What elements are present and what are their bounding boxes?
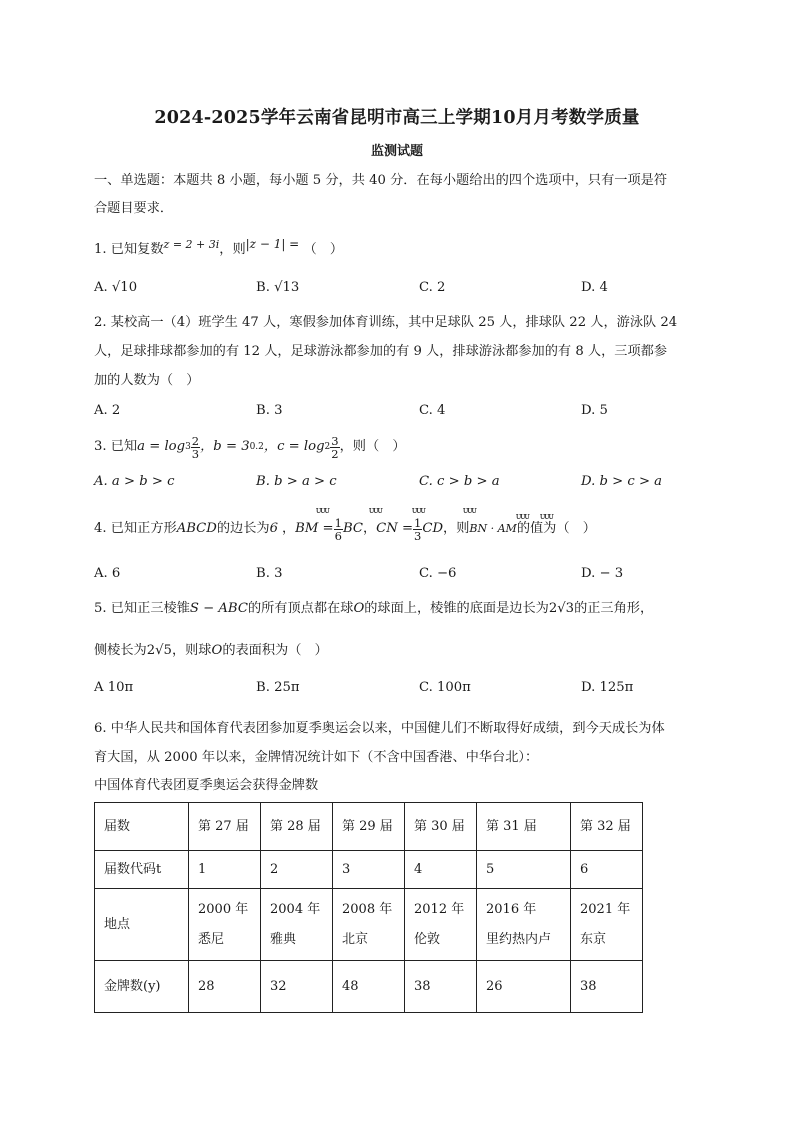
q4-prefix: 4. 已知正方形	[94, 521, 177, 536]
q4-cn-fraction: $\frac{1}{3}$	[414, 515, 422, 543]
table-cell: 6	[571, 851, 643, 889]
q1-prefix: 1. 已知复数	[94, 242, 164, 257]
q5-pyramid: S − ABC	[189, 601, 248, 616]
section-instructions-line2: 合题目要求．	[94, 201, 174, 216]
row-header: 金牌数(y)	[95, 961, 189, 1013]
q4-option-c: C. −6	[419, 566, 457, 581]
q4-shape: ABCD	[176, 521, 217, 536]
q4-mid1: 的边长为	[216, 521, 270, 536]
q3-option-b: B. b > a > c	[256, 474, 337, 489]
q5-option-d: D. 125π	[581, 680, 634, 695]
q1-option-d: D. 4	[581, 280, 608, 295]
q1-expr: z = 2 + 3i	[163, 238, 220, 251]
q4-vec-mark-cn: ᴜᴜᴜ	[412, 506, 425, 516]
row-header: 届数代码t	[95, 851, 189, 889]
q3-suffix: ，则（ ）	[339, 439, 406, 454]
table-cell: 2004 年 雅典	[261, 889, 333, 961]
question-2-line3: 加的人数为（ ）	[94, 373, 200, 388]
table-cell: 1	[189, 851, 261, 889]
page-subtitle: 监测试题	[370, 144, 423, 159]
table-cell: 第 29 届	[333, 803, 405, 851]
q4-side: 6	[269, 521, 278, 536]
q4-option-d: D. − 3	[581, 566, 624, 581]
row-header: 届数	[95, 803, 189, 851]
q4-suffix: 的值为（ ）	[516, 521, 596, 536]
q5-option-c: C. 100π	[419, 680, 471, 695]
q4-option-a: A. 6	[94, 566, 121, 581]
q2-option-b: B. 3	[256, 403, 283, 418]
table-row	[95, 803, 643, 851]
table-caption: 中国体育代表团夏季奥运会获得金牌数	[94, 778, 319, 793]
question-1	[94, 237, 344, 259]
table-cell: 48	[333, 961, 405, 1013]
q3-b-exp: 0.2	[249, 442, 264, 452]
q4-option-b: B. 3	[256, 566, 283, 581]
q5-option-b: B. 25π	[256, 680, 300, 695]
question-5-line1: 5. 已知正三棱锥S − ABC的所有顶点都在球O的球面上，棱锥的底面是边长为2√3的正三角形，	[94, 601, 654, 616]
table-cell: 4	[405, 851, 477, 889]
question-2-line2: 人，足球排球都参加的有 12 人，足球游泳都参加的有 9 人，排球游泳都参加的有 8 人，三项都参	[94, 344, 668, 359]
q3-c-base: 2	[324, 442, 331, 452]
q3-c-fraction: $\frac{3}{2}$	[331, 433, 339, 461]
q3-prefix: 3. 已知	[94, 439, 138, 454]
q2-option-c: C. 4	[419, 403, 446, 418]
question-5-line2: 侧棱长为2√5，则球O的表面积为（ ）	[94, 643, 328, 658]
q4-cd: CD	[422, 521, 444, 536]
table-cell: 第 31 届	[477, 803, 571, 851]
table-cell: 28	[189, 961, 261, 1013]
table-cell: 第 27 届	[189, 803, 261, 851]
table-cell: 32	[261, 961, 333, 1013]
q4-vec-mark-bm: ᴜᴜᴜ	[316, 506, 329, 516]
q4-bm-fraction: $\frac{1}{6}$	[334, 515, 342, 543]
q3-b: ，b = 3	[200, 439, 250, 454]
q4-bc: BC	[342, 521, 363, 536]
q5-lateral: 2√5	[146, 643, 172, 658]
table-cell: 2000 年 悉尼	[189, 889, 261, 961]
olympic-gold-table	[94, 802, 643, 1013]
table-cell: 2016 年 里约热内卢	[477, 889, 571, 961]
q1-option-c: C. 2	[419, 280, 446, 295]
question-3	[94, 430, 406, 464]
q4-vec-mark-cd: ᴜᴜᴜ	[463, 506, 476, 516]
q2-option-d: D. 5	[581, 403, 608, 418]
q1-option-b: B. √13	[256, 280, 300, 295]
q1-option-a: A. √10	[94, 280, 138, 295]
page-title: 2024-2025学年云南省昆明市高三上学期10月月考数学质量	[154, 108, 640, 128]
q4-cn: CN =	[376, 521, 414, 536]
table-cell: 5	[477, 851, 571, 889]
q1-mid: ，则	[219, 242, 246, 257]
q3-c: ，c = log	[263, 439, 325, 454]
table-row	[95, 851, 643, 889]
q5-sphere-o2: O	[211, 643, 223, 658]
q4-mid2: ，则	[443, 521, 470, 536]
q5-option-a: A 10π	[94, 680, 134, 695]
q4-vec-mark-bc: ᴜᴜᴜ	[369, 506, 382, 516]
q4-vec-mark-bn: ᴜᴜᴜ	[516, 512, 529, 522]
table-cell: 2008 年 北京	[333, 889, 405, 961]
table-cell: 第 28 届	[261, 803, 333, 851]
q4-vec-mark-am: ᴜᴜᴜ	[540, 512, 553, 522]
q3-option-d: D. b > c > a	[581, 474, 663, 489]
q4-bm: BM =	[295, 521, 334, 536]
section-instructions-line1: 一、单选题：本题共 8 小题，每小题 5 分，共 40 分．在每小题给出的四个选项中，只有一项是符	[94, 173, 668, 188]
q1-suffix: （ ）	[303, 242, 344, 257]
table-cell: 2	[261, 851, 333, 889]
table-cell: 2021 年 东京	[571, 889, 643, 961]
q5-edge: 2√3	[548, 601, 575, 616]
q3-a-fraction: $\frac{2}{3}$	[191, 433, 200, 461]
q3-option-a: A. a > b > c	[94, 474, 175, 489]
q2-option-a: A. 2	[94, 403, 121, 418]
table-row	[95, 889, 643, 961]
q3-a: a = log	[137, 439, 186, 454]
table-cell: 第 32 届	[571, 803, 643, 851]
table-cell: 26	[477, 961, 571, 1013]
question-2-line1: 2. 某校高一（4）班学生 47 人，寒假参加体育训练，其中足球队 25 人，排球队 22 人，游泳队 24	[94, 315, 678, 330]
table-cell: 38	[571, 961, 643, 1013]
table-row	[95, 961, 643, 1013]
q3-a-base: 3	[185, 442, 191, 452]
table-cell: 3	[333, 851, 405, 889]
table-cell: 38	[405, 961, 477, 1013]
table-cell: 2012 年 伦敦	[405, 889, 477, 961]
q5-sphere-o: O	[353, 601, 365, 616]
question-4: 4. 已知正方形 ABCD 的边长为 6 ， BM = $\frac{1}{6}$ BC ， CN = $\frac{1}{3}$ CD ，则 BN · AM 的值为（ ）	[94, 515, 596, 543]
table-cell: 第 30 届	[405, 803, 477, 851]
question-6-line2: 育大国，从 2000 年以来，金牌情况统计如下（不含中国香港、中华台北）：	[94, 750, 539, 765]
row-header: 地点	[95, 889, 189, 961]
q1-expr2: |z − 1| =	[245, 237, 300, 251]
q4-dot: BN · AM	[469, 522, 517, 535]
question-6-line1: 6. 中华人民共和国体育代表团参加夏季奥运会以来，中国健儿们不断取得好成绩，到今天成长为体	[94, 721, 665, 736]
q3-option-c: C. c > b > a	[419, 474, 500, 489]
